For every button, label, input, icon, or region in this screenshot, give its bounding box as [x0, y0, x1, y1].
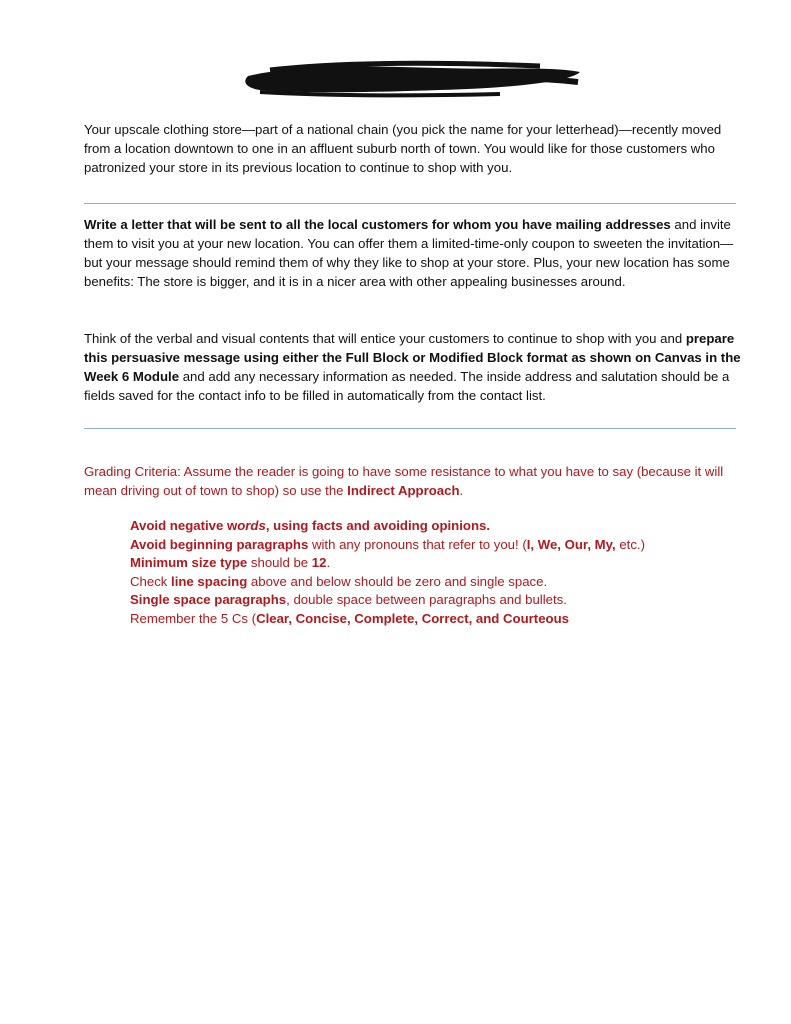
criteria-text: Check [130, 573, 172, 589]
criteria-bold: Minimum size type [130, 555, 248, 571]
task-paragraph [84, 215, 744, 291]
format-part2: and add any necessary information as needed. The inside address and salutation should be a fields saved for the contact info to be filled in automatically from the contact list. [84, 369, 730, 403]
criteria-bold: Clear, Concise, Complete, Correct, and Courteous [256, 610, 569, 626]
criteria-item [130, 573, 750, 592]
grading-end: . [459, 483, 464, 498]
grading-criteria [84, 462, 754, 500]
task-rest: and invite them to visit you at your new location. You can offer them a limited-time-only coupon to sweeten the invitation—but your message should remind them of why they like to shop at your store. Plus, your new location has some benefits: The store is bigger, and it is in a nicer area with other appealing businesses around. [84, 217, 734, 289]
format-paragraph [84, 329, 744, 405]
criteria-bold: I, We, Our, My, [526, 536, 616, 552]
intro-paragraph: Your upscale clothing store—part of a national chain (you pick the name for your letterhead)—recently moved from a location downtown to one in an affluent suburb north of town. You would like for those customers who patronized your store in its previous location to continue to shop with you. [84, 122, 722, 175]
grading-text: Grading Criteria: Assume the reader is going to have some resistance to what you have to say (because it will mean driving out of town to shop) so use the [84, 464, 724, 498]
criteria-text: etc.) [615, 536, 645, 552]
criteria-text: above and below should be zero and single space. [247, 573, 548, 589]
task-lead-bold: Write a letter that will be sent to all the local customers for whom you have mailing addresses [84, 217, 671, 232]
criteria-text: with any pronouns that refer to you! ( [308, 536, 527, 552]
criteria-bold: Single space paragraphs [130, 592, 287, 608]
criteria-text: . [326, 555, 331, 571]
criteria-bold: Avoid negative w [130, 518, 238, 533]
criteria-item [130, 591, 750, 610]
criteria-bold: Avoid beginning paragraphs [130, 536, 309, 552]
criteria-list [130, 517, 750, 629]
format-bold: prepare this persuasive message using either the Full Block or Modified Block format as shown on Canvas in the Week 6 Module [84, 331, 741, 384]
criteria-item [130, 554, 750, 573]
criteria-bold: , using facts and avoiding opinions. [265, 518, 491, 533]
divider-line [84, 428, 736, 429]
criteria-text: Remember the 5 Cs ( [130, 610, 257, 626]
divider-line [84, 203, 736, 204]
format-part1: Think of the verbal and visual contents that will entice your customers to continue to shop with you and [84, 331, 686, 346]
criteria-item [130, 610, 750, 629]
criteria-item [130, 536, 750, 555]
criteria-bold-italic: ords [237, 518, 266, 533]
criteria-text: should be [247, 555, 312, 571]
criteria-bold: line spacing [171, 573, 248, 589]
criteria-text: , double space between paragraphs and bullets. [286, 592, 567, 608]
criteria-item [130, 517, 750, 536]
redacted-title-scribble [240, 60, 585, 100]
criteria-bold: 12 [311, 555, 327, 571]
grading-bold: Indirect Approach [347, 483, 460, 498]
